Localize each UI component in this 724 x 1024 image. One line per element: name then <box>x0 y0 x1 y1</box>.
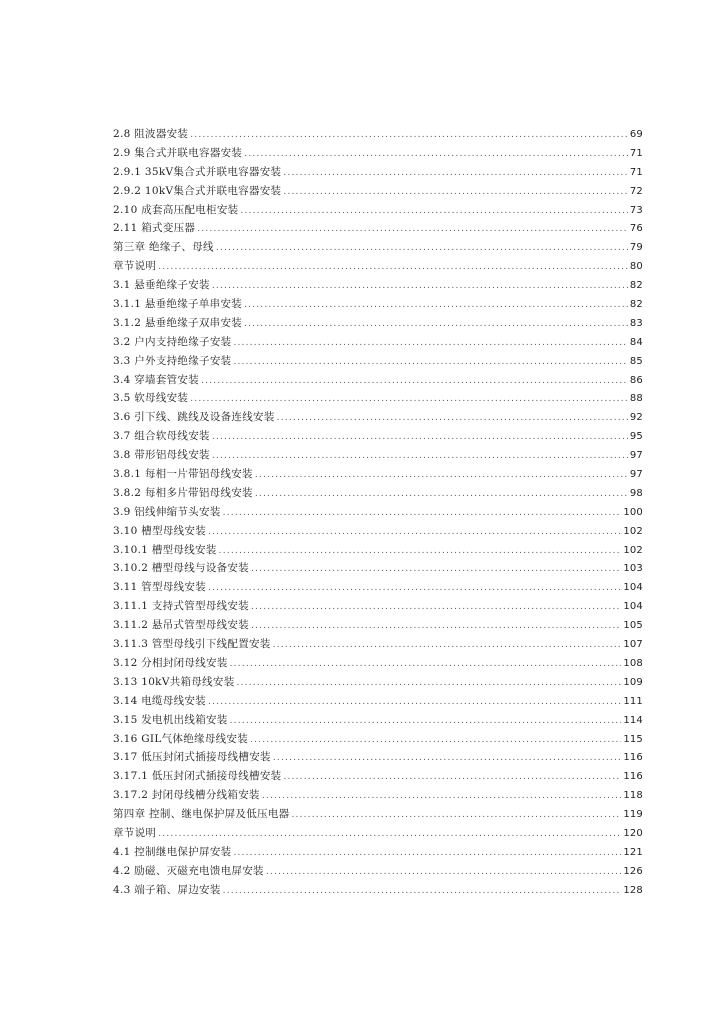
dot-leader <box>212 277 628 296</box>
dot-leader <box>201 372 628 391</box>
dot-leader <box>208 693 621 712</box>
toc-entry-page-number: 80 <box>629 261 643 273</box>
dot-leader <box>273 636 622 655</box>
dot-leader <box>212 447 628 466</box>
toc-entry-title: 3.8.1 每相一片带铝母线安装 <box>113 468 253 481</box>
toc-entry-title: 3.7 组合软母线安装 <box>113 430 210 443</box>
dot-leader <box>250 731 621 750</box>
toc-entry <box>113 219 643 238</box>
toc-entry-title: 3.8 带形铝母线安装 <box>113 449 210 462</box>
toc-entry <box>113 314 643 333</box>
toc-entry-page-number: 104 <box>623 582 643 594</box>
toc-entry-title: 3.16 GIL气体绝缘母线安装 <box>113 732 249 745</box>
toc-entry-page-number: 102 <box>623 544 643 556</box>
dot-leader <box>233 334 627 353</box>
toc-entry <box>113 578 643 597</box>
dot-leader <box>266 863 621 882</box>
toc-entry-page-number: 126 <box>623 865 643 877</box>
toc-entry <box>113 144 643 163</box>
toc-entry <box>113 352 643 371</box>
toc-entry-title: 3.3 户外支持绝缘子安装 <box>113 354 232 367</box>
toc-entry-page-number: 71 <box>629 147 643 159</box>
toc-entry <box>113 805 643 824</box>
dot-leader <box>233 353 627 372</box>
toc-entry-page-number: 97 <box>629 450 643 462</box>
toc-entry <box>113 635 643 654</box>
toc-entry-title: 3.17.1 低压封闭式插接母线槽安装 <box>113 770 282 783</box>
toc-entry-page-number: 84 <box>629 336 643 348</box>
toc-entry-title: 3.5 软母线安装 <box>113 392 189 405</box>
toc-entry-title: 3.8.2 每相多片带铝母线安装 <box>113 486 253 499</box>
toc-entry-page-number: 121 <box>623 846 643 858</box>
dot-leader <box>190 126 628 145</box>
toc-entry <box>113 427 643 446</box>
toc-entry-page-number: 115 <box>623 733 643 745</box>
toc-entry <box>113 673 643 692</box>
dot-leader <box>277 409 628 428</box>
dot-leader <box>158 258 628 277</box>
toc-entry-page-number: 76 <box>629 223 643 235</box>
toc-entry <box>113 163 643 182</box>
toc-entry-title: 3.10 槽型母线安装 <box>113 524 207 537</box>
toc-entry <box>113 843 643 862</box>
dot-leader <box>223 882 622 901</box>
toc-entry <box>113 541 643 560</box>
dot-leader <box>273 749 621 768</box>
toc-entry-page-number: 120 <box>623 827 643 839</box>
toc-entry-title: 3.17 低压封闭式插接母线槽安装 <box>113 751 271 764</box>
toc-entry <box>113 446 643 465</box>
dot-leader <box>244 315 628 334</box>
toc-entry <box>113 295 643 314</box>
dot-leader <box>230 655 622 674</box>
toc-entry <box>113 824 643 843</box>
toc-entry-page-number: 71 <box>629 166 643 178</box>
toc-entry-page-number: 88 <box>629 393 643 405</box>
dot-leader <box>219 542 622 561</box>
toc-entry <box>113 182 643 201</box>
toc-entry <box>113 276 643 295</box>
toc-entry <box>113 125 643 144</box>
toc-entry <box>113 616 643 635</box>
toc-entry-title: 第三章 绝缘子、母线 <box>113 241 214 254</box>
toc-entry-page-number: 79 <box>629 242 643 254</box>
dot-leader <box>251 598 621 617</box>
toc-entry <box>113 711 643 730</box>
toc-entry <box>113 333 643 352</box>
toc-entry <box>113 238 643 257</box>
toc-entry <box>113 484 643 503</box>
toc-entry-title: 3.11.1 支持式管型母线安装 <box>113 600 250 613</box>
toc-entry-page-number: 95 <box>629 431 643 443</box>
toc-entry-title: 4.3 端子箱、屏边安装 <box>113 883 221 896</box>
toc-entry-page-number: 103 <box>623 563 643 575</box>
toc-entry-title: 3.17.2 封闭母线槽分线箱安装 <box>113 789 260 802</box>
toc-entry <box>113 371 643 390</box>
toc-entry-title: 3.2 户内支持绝缘子安装 <box>113 335 232 348</box>
toc-entry-title: 3.14 电缆母线安装 <box>113 694 207 707</box>
dot-leader <box>208 579 621 598</box>
toc-entry <box>113 767 643 786</box>
toc-entry-page-number: 128 <box>623 884 643 896</box>
dot-leader <box>216 239 628 258</box>
toc-entry-title: 4.1 控制继电保护屏安装 <box>113 845 232 858</box>
toc-entry-page-number: 114 <box>623 714 643 726</box>
dot-leader <box>233 844 621 863</box>
toc-entry <box>113 503 643 522</box>
toc-entry-page-number: 119 <box>623 809 643 821</box>
toc-entry <box>113 201 643 220</box>
toc-entry-page-number: 111 <box>623 695 643 707</box>
dot-leader <box>262 787 621 806</box>
table-of-contents <box>113 125 643 900</box>
toc-entry-title: 3.12 分相封闭母线安装 <box>113 656 228 669</box>
toc-entry-title: 3.4 穿墙套管安装 <box>113 373 200 386</box>
toc-entry-page-number: 100 <box>623 506 643 518</box>
dot-leader <box>255 485 628 504</box>
dot-leader <box>283 183 628 202</box>
dot-leader <box>212 428 628 447</box>
dot-leader <box>244 296 628 315</box>
dot-leader <box>197 220 628 239</box>
toc-entry-page-number: 104 <box>623 601 643 613</box>
toc-entry <box>113 597 643 616</box>
toc-entry-page-number: 83 <box>629 317 643 329</box>
toc-entry-page-number: 116 <box>623 771 643 783</box>
toc-entry <box>113 730 643 749</box>
toc-entry-page-number: 109 <box>623 676 643 688</box>
dot-leader <box>230 712 622 731</box>
dot-leader <box>251 617 621 636</box>
toc-entry-page-number: 108 <box>623 657 643 669</box>
toc-entry-page-number: 98 <box>629 487 643 499</box>
toc-entry-title: 3.1.1 悬垂绝缘子单串安装 <box>113 298 243 311</box>
toc-entry <box>113 881 643 900</box>
toc-entry-page-number: 107 <box>623 639 643 651</box>
toc-entry-title: 3.6 引下线、跳线及设备连线安装 <box>113 411 275 424</box>
toc-entry-title: 2.8 阻波器安装 <box>113 128 189 140</box>
toc-entry-title: 2.11 箱式变压器 <box>113 222 196 235</box>
toc-entry-title: 3.1 悬垂绝缘子安装 <box>113 279 210 292</box>
toc-entry-title: 2.9 集合式并联电容器安装 <box>113 146 243 159</box>
toc-entry-title: 3.11.3 管型母线引下线配置安装 <box>113 638 271 651</box>
toc-entry-page-number: 116 <box>623 752 643 764</box>
toc-entry-page-number: 97 <box>629 469 643 481</box>
toc-entry-title: 章节说明 <box>113 826 157 839</box>
toc-entry-title: 2.9.1 35kV集合式并联电容器安装 <box>113 165 282 178</box>
toc-entry-title: 3.9 铝线伸缩节头安装 <box>113 505 221 518</box>
toc-entry <box>113 692 643 711</box>
dot-leader <box>251 560 621 579</box>
toc-entry-title: 2.10 成套高压配电柜安装 <box>113 203 239 216</box>
dot-leader <box>208 523 621 542</box>
toc-entry <box>113 465 643 484</box>
dot-leader <box>291 806 621 825</box>
toc-entry-title: 3.10.1 槽型母线安装 <box>113 543 217 556</box>
toc-entry-page-number: 102 <box>623 525 643 537</box>
toc-entry <box>113 257 643 276</box>
toc-entry-page-number: 82 <box>629 280 643 292</box>
toc-entry-title: 3.13 10kV共箱母线安装 <box>113 675 235 688</box>
toc-entry-title: 3.1.2 悬垂绝缘子双串安装 <box>113 316 243 329</box>
toc-entry-page-number: 105 <box>623 620 643 632</box>
toc-entry-page-number: 86 <box>629 374 643 386</box>
toc-entry <box>113 786 643 805</box>
toc-entry-page-number: 72 <box>629 185 643 197</box>
toc-entry <box>113 522 643 541</box>
toc-entry-title: 4.2 励磁、灭磁充电馈电屏安装 <box>113 864 264 877</box>
dot-leader <box>223 504 622 523</box>
toc-entry-title: 3.15 发电机出线箱安装 <box>113 713 228 726</box>
toc-entry-title: 第四章 控制、继电保护屏及低压电器 <box>113 808 290 821</box>
toc-entry-page-number: 73 <box>629 204 643 216</box>
toc-entry <box>113 862 643 881</box>
toc-entry-page-number: 82 <box>629 299 643 311</box>
toc-entry-title: 3.10.2 槽型母线与设备安装 <box>113 562 250 575</box>
toc-entry <box>113 654 643 673</box>
toc-entry-page-number: 92 <box>629 412 643 424</box>
toc-entry-page-number: 69 <box>629 129 643 140</box>
toc-entry <box>113 408 643 427</box>
toc-entry-title: 3.11.2 悬吊式管型母线安装 <box>113 619 250 632</box>
toc-entry <box>113 559 643 578</box>
toc-entry-title: 章节说明 <box>113 260 157 273</box>
dot-leader <box>190 390 628 409</box>
toc-entry-page-number: 118 <box>623 790 643 802</box>
dot-leader <box>283 768 621 787</box>
toc-entry <box>113 389 643 408</box>
toc-entry-page-number: 85 <box>629 355 643 367</box>
toc-entry-title: 2.9.2 10kV集合式并联电容器安装 <box>113 184 282 197</box>
dot-leader <box>158 825 621 844</box>
dot-leader <box>240 202 627 221</box>
toc-entry <box>113 748 643 767</box>
toc-entry-title: 3.11 管型母线安装 <box>113 581 207 594</box>
dot-leader <box>237 674 622 693</box>
dot-leader <box>244 145 628 164</box>
dot-leader <box>255 466 628 485</box>
dot-leader <box>283 164 628 183</box>
